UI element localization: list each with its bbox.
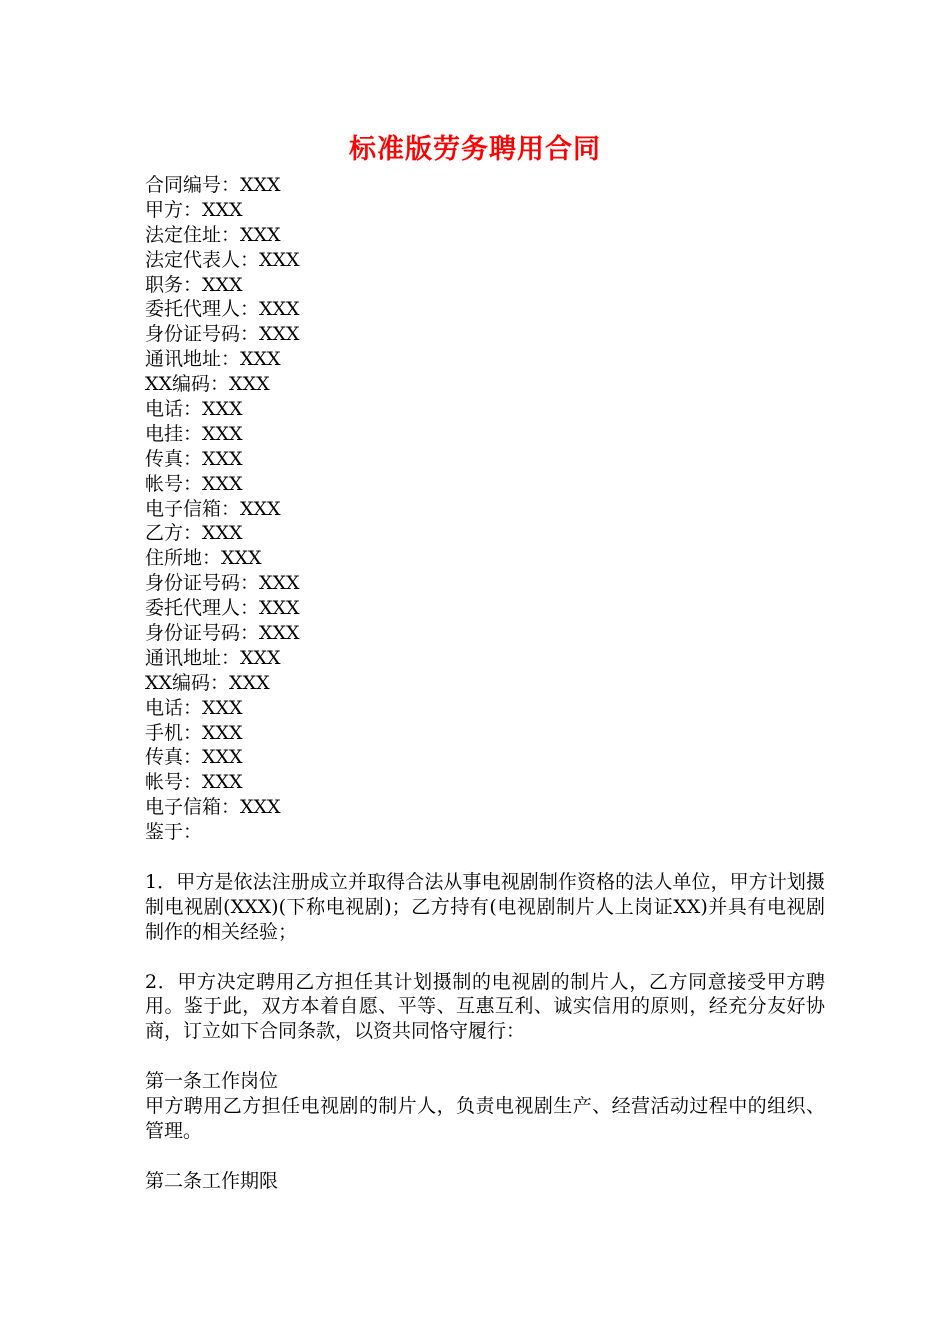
recitals-heading: 鉴于： [145,821,203,844]
article-1-text: 甲方聘用乙方担任电视剧的制片人，负责电视剧生产、经营活动过程中的组织、管理。 [145,1095,825,1142]
field-party-a-fax: 传真：XXX [145,447,243,470]
field-party-a-agent: 委托代理人：XXX [145,298,300,321]
article-1-heading: 第一条工作岗位 [145,1070,279,1093]
field-party-a: 甲方：XXX [145,198,243,221]
field-party-a-postcode: XX编码：XXX [145,373,270,396]
field-party-a-account: 帐号：XXX [145,472,243,495]
field-party-a-email: 电子信箱：XXX [145,497,281,520]
field-party-a-agent-id: 身份证号码：XXX [145,323,300,346]
field-party-b-agent: 委托代理人：XXX [145,597,300,620]
field-party-b: 乙方：XXX [145,522,243,545]
field-contract-number: 合同编号：XXX [145,174,281,196]
document-body [145,173,825,1194]
field-party-b-residence: 住所地：XXX [145,547,262,570]
recital-paragraph-2: 2．甲方决定聘用乙方担任其计划摄制的电视剧的制片人，乙方同意接受甲方聘用。鉴于此，双方本着自愿、平等、互惠互利、诚实信用的原则，经充分友好协商，订立如下合同条款，以资共同恪守履行： [145,970,825,1043]
paragraph-gap [145,1044,825,1069]
field-party-a-cable: 电挂：XXX [145,422,243,445]
document-title: 标准版劳务聘用合同 [349,134,601,165]
recital-paragraph-1: 1．甲方是依法注册成立并取得合法从事电视剧制作资格的法人单位，甲方计划摄制电视剧(XXX)(下称电视剧)；乙方持有(电视剧制片人上岗证XX)并具有电视剧制作的相关经验； [145,870,825,943]
field-party-b-address: 通讯地址：XXX [145,646,281,669]
field-party-b-phone: 电话：XXX [145,696,243,719]
article-2-heading: 第二条工作期限 [145,1169,279,1192]
paragraph-gap [145,1144,825,1169]
field-party-b-postcode: XX编码：XXX [145,671,270,694]
field-legal-address: 法定住址：XXX [145,223,281,246]
field-party-b-agent-id: 身份证号码：XXX [145,622,300,645]
field-party-b-mobile: 手机：XXX [145,721,243,744]
field-party-b-fax: 传真：XXX [145,746,243,769]
field-party-b-id: 身份证号码：XXX [145,572,300,595]
field-party-b-email: 电子信箱：XXX [145,796,281,819]
field-position: 职务：XXX [145,273,243,296]
field-party-b-account: 帐号：XXX [145,771,243,794]
paragraph-gap [145,945,825,970]
paragraph-gap [145,845,825,870]
field-legal-representative: 法定代表人：XXX [145,248,300,271]
field-party-a-address: 通讯地址：XXX [145,348,281,371]
field-party-a-phone: 电话：XXX [145,398,243,421]
